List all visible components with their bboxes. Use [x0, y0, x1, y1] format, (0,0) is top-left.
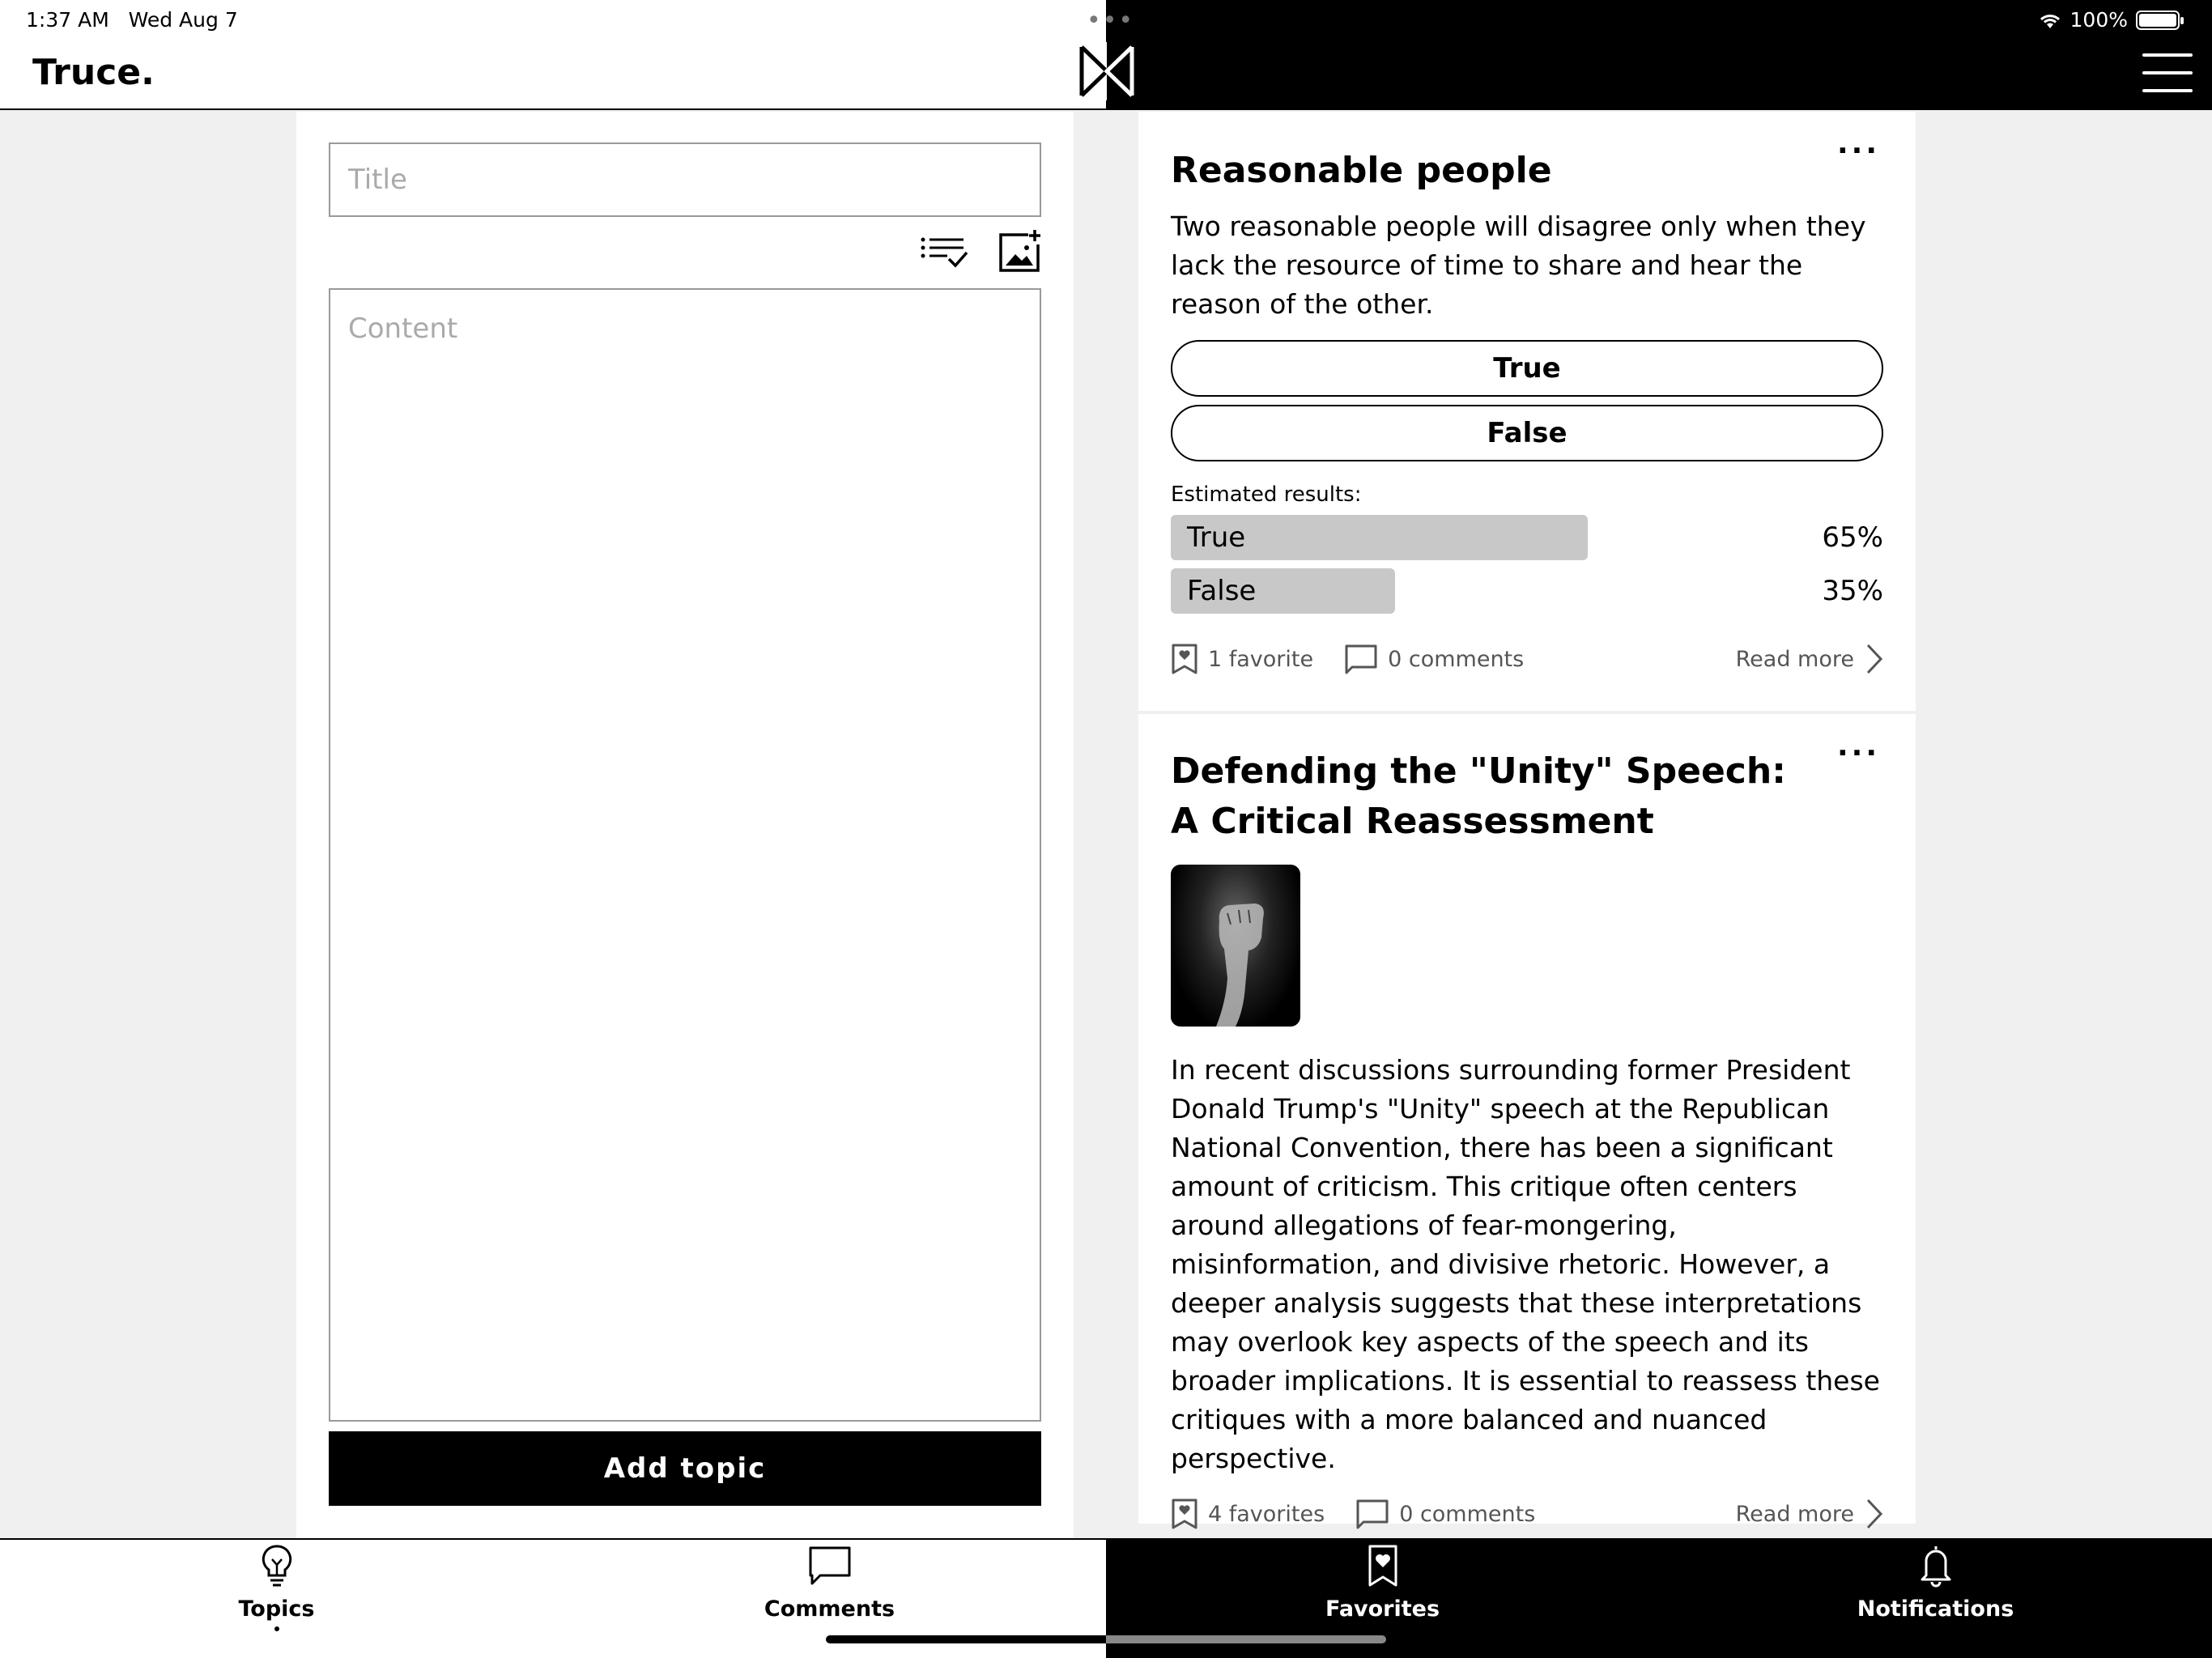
topic-body: Two reasonable people will disagree only when they lack the resource of time to share and hear the reason of the other. — [1171, 210, 1866, 320]
favorite-button[interactable] — [1171, 1498, 1325, 1530]
topic-title: Reasonable people — [1171, 150, 1552, 191]
wifi-icon — [2038, 11, 2062, 30]
result-percent-true: 65% — [1822, 521, 1883, 554]
battery-icon — [2136, 11, 2180, 30]
menu-button[interactable] — [2142, 53, 2193, 92]
checklist-icon[interactable] — [920, 230, 968, 272]
comment-icon — [1344, 644, 1378, 674]
header-dark — [1106, 0, 2212, 110]
tab-label: Notifications — [1857, 1596, 2014, 1622]
truce-logo-icon — [1077, 42, 1137, 100]
result-percent-false: 35% — [1822, 575, 1883, 607]
topic-footer — [1171, 1490, 1883, 1538]
raised-fist-icon — [1171, 865, 1300, 1027]
more-options-icon[interactable]: ··· — [1836, 737, 1880, 770]
bell-icon — [1913, 1543, 1959, 1588]
bookmark-heart-icon — [1360, 1543, 1406, 1588]
add-topic-button[interactable]: Add topic — [329, 1431, 1041, 1506]
result-row-true — [1171, 515, 1883, 560]
new-topic-form — [296, 112, 1074, 1538]
active-tab-indicator — [274, 1626, 279, 1631]
multitask-dots[interactable]: ••• — [1087, 6, 1135, 35]
vote-false-button[interactable]: False — [1171, 405, 1883, 461]
topic-feed[interactable] — [1138, 112, 1916, 1538]
topic-footer — [1171, 635, 1883, 683]
chevron-right-icon — [1865, 643, 1883, 675]
favorites-count: 1 favorite — [1208, 646, 1314, 672]
topic-body: In recent discussions surrounding former President Donald Trump's "Unity" speech at the Republican National Convention, there has been a significant amount of criticism. This critique often centers around allegations of fear-mongering, misinformation, and divisive rhetoric. However, a deeper analysis suggests that these interpretations may overlook key aspects of the speech and its broader implications. It is essential to reassess these critiques with a more balanced and nuanced perspective. — [1171, 1054, 1880, 1474]
add-image-icon[interactable] — [998, 230, 1041, 274]
comments-count: 0 comments — [1388, 646, 1525, 672]
results-label: Estimated results: — [1171, 483, 1362, 507]
tab-notifications[interactable] — [1659, 1543, 2212, 1632]
tab-favorites[interactable] — [1106, 1543, 1659, 1632]
bookmark-heart-icon — [1171, 643, 1198, 675]
topic-image[interactable] — [1171, 865, 1300, 1027]
read-more-label: Read more — [1735, 646, 1854, 672]
result-row-false — [1171, 568, 1883, 614]
comments-button[interactable] — [1344, 644, 1524, 674]
status-indicators — [2038, 8, 2180, 32]
tab-label: Favorites — [1325, 1596, 1440, 1622]
tab-comments[interactable] — [553, 1543, 1106, 1632]
home-indicator[interactable] — [1106, 1635, 1386, 1643]
chevron-right-icon — [1865, 1498, 1883, 1530]
status-time: 1:37 AM Wed Aug 7 — [26, 8, 238, 32]
tab-label: Topics — [238, 1596, 315, 1622]
more-options-icon[interactable]: ··· — [1836, 134, 1880, 168]
battery-percent: 100% — [2069, 8, 2128, 32]
topic-title: Defending the "Unity" Speech: A Critical Reassessment — [1171, 750, 1786, 842]
home-indicator[interactable] — [826, 1635, 1106, 1643]
header-light — [0, 0, 1106, 110]
lightbulb-icon — [254, 1543, 300, 1588]
vote-true-button[interactable]: True — [1171, 340, 1883, 397]
app-title: Truce. — [32, 52, 155, 93]
bookmark-heart-icon — [1171, 1498, 1198, 1530]
result-label-true: True — [1187, 521, 1246, 554]
content-input[interactable] — [329, 288, 1041, 1422]
comment-icon — [1355, 1499, 1389, 1529]
topic-card — [1138, 112, 1916, 711]
favorites-count: 4 favorites — [1208, 1501, 1325, 1527]
tab-topics[interactable] — [0, 1543, 553, 1632]
comment-icon — [807, 1543, 853, 1588]
read-more-label: Read more — [1735, 1501, 1854, 1527]
title-input[interactable] — [329, 142, 1041, 217]
read-more-link[interactable] — [1736, 643, 1883, 675]
read-more-link[interactable] — [1736, 1498, 1883, 1530]
favorite-button[interactable] — [1171, 643, 1313, 675]
comments-button[interactable] — [1355, 1499, 1535, 1529]
comments-count: 0 comments — [1399, 1501, 1536, 1527]
topic-card — [1138, 714, 1916, 1527]
result-label-false: False — [1187, 575, 1257, 607]
tab-label: Comments — [764, 1596, 895, 1622]
